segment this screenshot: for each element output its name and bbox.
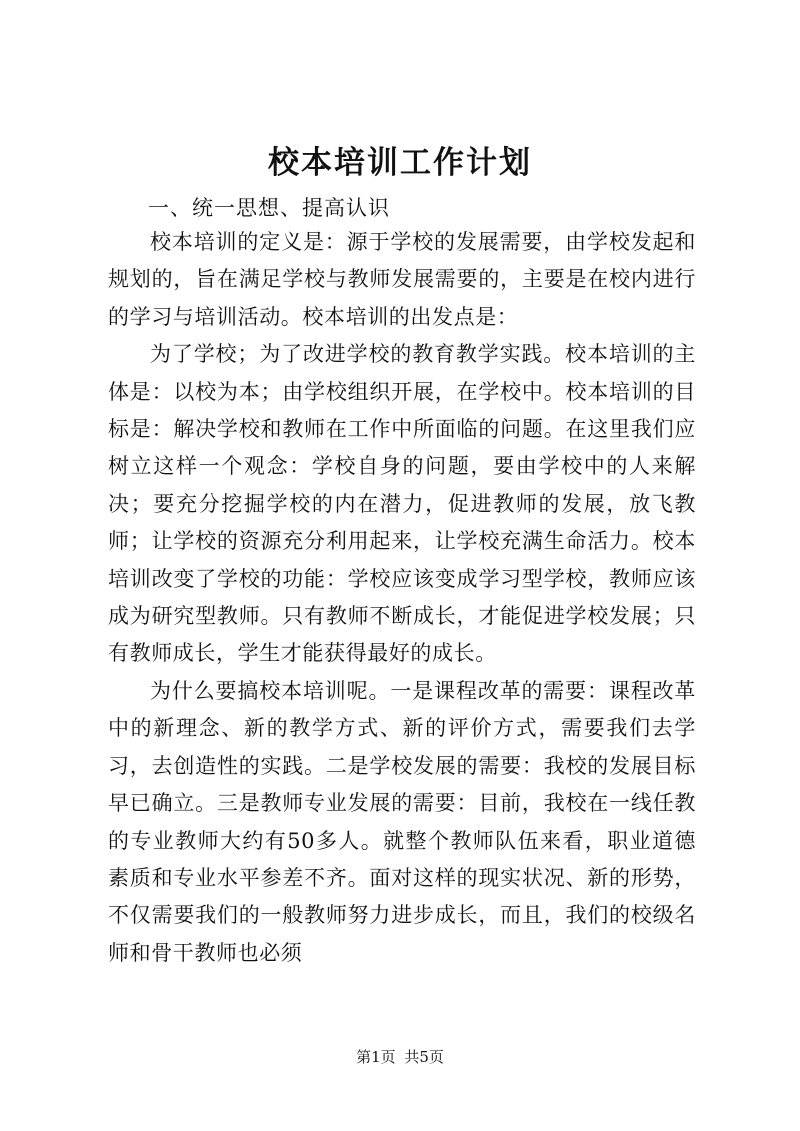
document-body bbox=[108, 224, 696, 972]
paragraph: 校本培训的定义是：源于学校的发展需要，由学校发起和规划的，旨在满足学校与教师发展需要的，主要是在校内进行的学习与培训活动。校本培训的出发点是： bbox=[108, 230, 696, 329]
section-heading: 一、统一思想、提高认识 bbox=[148, 196, 390, 220]
page-footer bbox=[0, 1046, 800, 1068]
page-number: 第1页 bbox=[356, 1048, 396, 1066]
paragraph: 为什么要搞校本培训呢。一是课程改革的需要：课程改革中的新理念、新的教学方式、新的评价方式，需要我们去学习，去创造性的实践。二是学校发展的需要：我校的发展目标早已确立。三是教师专业发展的需要：目前，我校在一线任教的专业教师大约有50多人。就整个教师队伍来看，职业道德素质和专业水平参差不齐。面对这样的现实状况、新的形势，不仅需要我们的一般教师努力进步成长，而且，我们的校级名师和骨干教师也必须 bbox=[108, 678, 696, 965]
paragraph: 为了学校；为了改进学校的教育教学实践。校本培训的主体是：以校为本；由学校组织开展，在学校中。校本培训的目标是：解决学校和教师在工作中所面临的问题。在这里我们应树立这样一个观念：学校自身的问题，要由学校中的人来解决；要充分挖掘学校的内在潜力，促进教师的发展，放飞教师；让学校的资源充分利用起来，让学校充满生命活力。校本培训改变了学校的功能：学校应该变成学习型学校，教师应该成为研究型教师。只有教师不断成长，才能促进学校发展；只有教师成长，学生才能获得最好的成长。 bbox=[108, 342, 696, 666]
page-total: 共5页 bbox=[404, 1048, 444, 1066]
document-title: 校本培训工作计划 bbox=[268, 145, 532, 181]
